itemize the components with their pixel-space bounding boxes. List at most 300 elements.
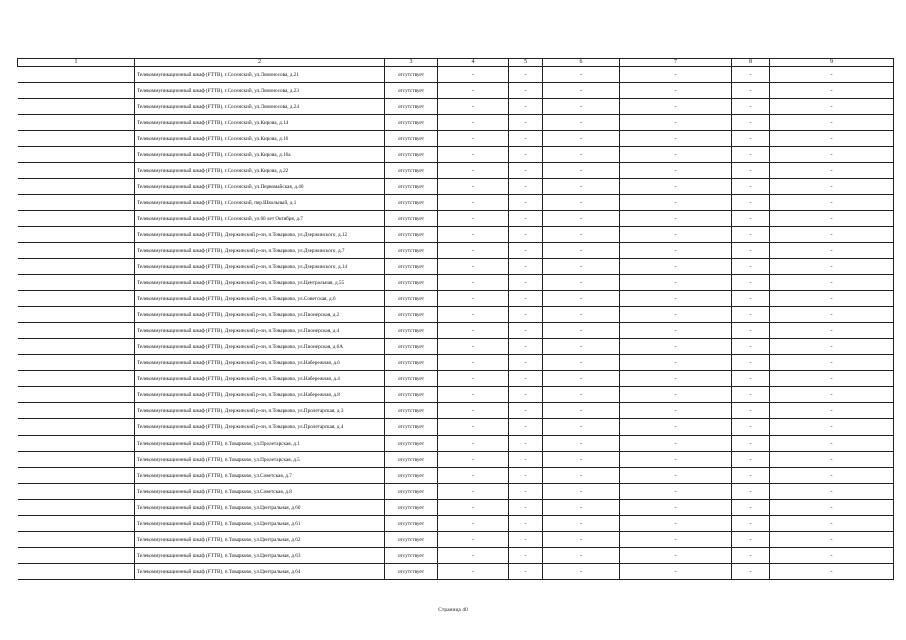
row-status: отсутствует	[385, 291, 438, 307]
row-dash-cell: -	[620, 516, 732, 532]
row-dash-cell: -	[620, 243, 732, 259]
row-description: Телекоммуникационный шкаф (FTTB), п.Товарково, ул.Пролетарская, д.1	[135, 436, 385, 452]
row-dash-cell: -	[543, 115, 620, 131]
row-dash-cell: -	[438, 403, 509, 419]
table-row	[18, 500, 894, 516]
row-dash-cell: -	[543, 227, 620, 243]
row-status: отсутствует	[385, 371, 438, 387]
row-blank-cell	[18, 484, 135, 500]
row-dash-cell: -	[770, 291, 894, 307]
row-blank-cell	[18, 227, 135, 243]
row-dash-cell: -	[620, 179, 732, 195]
row-dash-cell: -	[543, 259, 620, 275]
row-dash-cell: -	[438, 115, 509, 131]
row-dash-cell: -	[732, 227, 770, 243]
row-dash-cell: -	[543, 83, 620, 99]
row-dash-cell: -	[509, 436, 543, 452]
row-description: Телекоммуникационный шкаф (FTTB), Дзержинский р-он, п.Товарково, ул.Набережная, д.6	[135, 355, 385, 371]
row-dash-cell: -	[543, 291, 620, 307]
row-blank-cell	[18, 436, 135, 452]
row-dash-cell: -	[438, 211, 509, 227]
row-dash-cell: -	[543, 307, 620, 323]
row-status: отсутствует	[385, 67, 438, 83]
row-description: Телекоммуникационный шкаф (FTTB), Дзержинский р-он, п.Товарково, ул.Набережная, д.8	[135, 387, 385, 403]
row-description: Телекоммуникационный шкаф (FTTB), Дзержинский р-он, п.Товарково, ул.Набережная, д.4	[135, 371, 385, 387]
page-number: Страница 40	[438, 607, 468, 613]
row-dash-cell: -	[543, 387, 620, 403]
row-dash-cell: -	[770, 99, 894, 115]
row-dash-cell: -	[509, 291, 543, 307]
row-dash-cell: -	[732, 468, 770, 484]
table-row	[18, 452, 894, 468]
row-dash-cell: -	[509, 131, 543, 147]
table-row	[18, 355, 894, 371]
row-dash-cell: -	[509, 195, 543, 211]
row-blank-cell	[18, 452, 135, 468]
table-row	[18, 307, 894, 323]
header-cell-8: 8	[732, 59, 770, 67]
table-row	[18, 484, 894, 500]
table-row	[18, 147, 894, 163]
row-dash-cell: -	[509, 452, 543, 468]
row-dash-cell: -	[620, 291, 732, 307]
row-dash-cell: -	[543, 323, 620, 339]
row-dash-cell: -	[438, 67, 509, 83]
row-blank-cell	[18, 99, 135, 115]
row-status: отсутствует	[385, 500, 438, 516]
row-dash-cell: -	[732, 548, 770, 564]
row-dash-cell: -	[438, 275, 509, 291]
row-dash-cell: -	[438, 131, 509, 147]
row-dash-cell: -	[770, 275, 894, 291]
row-dash-cell: -	[770, 371, 894, 387]
row-dash-cell: -	[543, 275, 620, 291]
row-dash-cell: -	[620, 259, 732, 275]
table-row	[18, 211, 894, 227]
row-status: отсутствует	[385, 147, 438, 163]
row-blank-cell	[18, 259, 135, 275]
row-description: Телекоммуникационный шкаф (FTTB), Дзержинский р-он, п.Товарково, ул.Советская, д.6	[135, 291, 385, 307]
row-status: отсутствует	[385, 211, 438, 227]
row-description: Телекоммуникационный шкаф (FTTB), Дзержинский р-он, п.Товарково, ул.Центральная, д.55	[135, 275, 385, 291]
row-dash-cell: -	[509, 468, 543, 484]
row-status: отсутствует	[385, 532, 438, 548]
row-dash-cell: -	[543, 211, 620, 227]
row-description: Телекоммуникационный шкаф (FTTB), п.Товарково, ул.Центральная, д.63	[135, 548, 385, 564]
row-dash-cell: -	[770, 452, 894, 468]
row-dash-cell: -	[509, 227, 543, 243]
row-dash-cell: -	[438, 564, 509, 580]
row-dash-cell: -	[770, 195, 894, 211]
header-cell-2: 2	[135, 59, 385, 67]
row-dash-cell: -	[509, 147, 543, 163]
table-row	[18, 259, 894, 275]
table-row	[18, 99, 894, 115]
row-dash-cell: -	[543, 403, 620, 419]
row-dash-cell: -	[770, 147, 894, 163]
row-dash-cell: -	[732, 115, 770, 131]
row-status: отсутствует	[385, 243, 438, 259]
header-cell-4: 4	[438, 59, 509, 67]
row-dash-cell: -	[438, 516, 509, 532]
row-dash-cell: -	[620, 355, 732, 371]
row-dash-cell: -	[620, 115, 732, 131]
header-cell-9: 9	[770, 59, 894, 67]
row-description: Телекоммуникационный шкаф (FTTB), Дзержинский р-он, п.Товарково, ул.Пролетарская, д.3	[135, 403, 385, 419]
row-dash-cell: -	[509, 516, 543, 532]
row-dash-cell: -	[620, 67, 732, 83]
row-dash-cell: -	[620, 99, 732, 115]
table-row	[18, 564, 894, 580]
row-dash-cell: -	[543, 339, 620, 355]
row-dash-cell: -	[732, 99, 770, 115]
row-dash-cell: -	[770, 403, 894, 419]
header-cell-6: 6	[543, 59, 620, 67]
data-table	[17, 58, 894, 580]
row-dash-cell: -	[620, 500, 732, 516]
table-row	[18, 131, 894, 147]
row-status: отсутствует	[385, 163, 438, 179]
row-dash-cell: -	[543, 99, 620, 115]
row-status: отсутствует	[385, 452, 438, 468]
row-dash-cell: -	[732, 484, 770, 500]
row-blank-cell	[18, 131, 135, 147]
row-dash-cell: -	[732, 275, 770, 291]
table-body	[18, 67, 894, 580]
row-dash-cell: -	[438, 323, 509, 339]
row-dash-cell: -	[509, 243, 543, 259]
row-dash-cell: -	[620, 211, 732, 227]
row-dash-cell: -	[438, 163, 509, 179]
row-dash-cell: -	[620, 532, 732, 548]
row-dash-cell: -	[543, 355, 620, 371]
row-dash-cell: -	[770, 83, 894, 99]
row-blank-cell	[18, 564, 135, 580]
row-dash-cell: -	[438, 195, 509, 211]
table-row	[18, 195, 894, 211]
row-blank-cell	[18, 371, 135, 387]
row-status: отсутствует	[385, 419, 438, 436]
row-blank-cell	[18, 275, 135, 291]
row-description: Телекоммуникационный шкаф (FTTB), п.Товарково, ул.Центральная, д.64	[135, 564, 385, 580]
row-dash-cell: -	[732, 452, 770, 468]
row-blank-cell	[18, 83, 135, 99]
row-dash-cell: -	[509, 67, 543, 83]
row-dash-cell: -	[543, 500, 620, 516]
row-dash-cell: -	[438, 291, 509, 307]
row-dash-cell: -	[620, 131, 732, 147]
row-status: отсутствует	[385, 403, 438, 419]
row-description: Телекоммуникационный шкаф (FTTB), Дзержинский р-он, п.Товарково, ул.Пролетарская, д.4	[135, 419, 385, 436]
row-description: Телекоммуникационный шкаф (FTTB), г.Сосенский, ул.Кирова, д.16	[135, 131, 385, 147]
row-dash-cell: -	[438, 452, 509, 468]
row-description: Телекоммуникационный шкаф (FTTB), Дзержинский р-он, п.Товарково, ул.Пионерская, д.4	[135, 323, 385, 339]
row-dash-cell: -	[509, 259, 543, 275]
row-dash-cell: -	[438, 532, 509, 548]
row-dash-cell: -	[438, 99, 509, 115]
row-blank-cell	[18, 147, 135, 163]
row-dash-cell: -	[732, 532, 770, 548]
row-blank-cell	[18, 163, 135, 179]
row-dash-cell: -	[543, 532, 620, 548]
row-dash-cell: -	[509, 275, 543, 291]
row-blank-cell	[18, 419, 135, 436]
row-dash-cell: -	[732, 179, 770, 195]
row-dash-cell: -	[732, 67, 770, 83]
row-dash-cell: -	[732, 323, 770, 339]
row-blank-cell	[18, 532, 135, 548]
row-dash-cell: -	[732, 259, 770, 275]
row-dash-cell: -	[732, 516, 770, 532]
table-row	[18, 291, 894, 307]
row-dash-cell: -	[438, 484, 509, 500]
table-row	[18, 387, 894, 403]
row-status: отсутствует	[385, 99, 438, 115]
row-dash-cell: -	[438, 548, 509, 564]
table-row	[18, 275, 894, 291]
row-dash-cell: -	[620, 195, 732, 211]
row-dash-cell: -	[620, 323, 732, 339]
row-description: Телекоммуникационный шкаф (FTTB), г.Сосенский, пер.Школьный, д.1	[135, 195, 385, 211]
row-dash-cell: -	[770, 115, 894, 131]
table-row	[18, 243, 894, 259]
row-blank-cell	[18, 403, 135, 419]
row-description: Телекоммуникационный шкаф (FTTB), Дзержинский р-он, п.Товарково, ул.Дзержинского, д.12	[135, 227, 385, 243]
row-dash-cell: -	[438, 387, 509, 403]
row-dash-cell: -	[509, 564, 543, 580]
row-dash-cell: -	[770, 532, 894, 548]
row-dash-cell: -	[770, 387, 894, 403]
row-status: отсутствует	[385, 227, 438, 243]
row-description: Телекоммуникационный шкаф (FTTB), г.Сосенский, ул.Кирова, д.22	[135, 163, 385, 179]
row-dash-cell: -	[770, 419, 894, 436]
row-dash-cell: -	[543, 484, 620, 500]
row-description: Телекоммуникационный шкаф (FTTB), п.Товарково, ул.Центральная, д.61	[135, 516, 385, 532]
row-dash-cell: -	[732, 500, 770, 516]
row-dash-cell: -	[620, 484, 732, 500]
row-dash-cell: -	[438, 259, 509, 275]
row-dash-cell: -	[509, 99, 543, 115]
header-cell-1: 1	[18, 59, 135, 67]
row-dash-cell: -	[509, 419, 543, 436]
row-description: Телекоммуникационный шкаф (FTTB), п.Товарково, ул.Центральная, д.60	[135, 500, 385, 516]
row-dash-cell: -	[509, 355, 543, 371]
row-description: Телекоммуникационный шкаф (FTTB), Дзержинский р-он, п.Товарково, ул.Дзержинского, д.14	[135, 259, 385, 275]
row-blank-cell	[18, 211, 135, 227]
row-blank-cell	[18, 307, 135, 323]
row-description: Телекоммуникационный шкаф (FTTB), г.Сосенский, ул.Кирова, д.16а	[135, 147, 385, 163]
row-dash-cell: -	[509, 371, 543, 387]
row-dash-cell: -	[543, 436, 620, 452]
row-dash-cell: -	[543, 548, 620, 564]
row-description: Телекоммуникационный шкаф (FTTB), п.Товарково, ул.Советская, д.8	[135, 484, 385, 500]
table-row	[18, 67, 894, 83]
row-description: Телекоммуникационный шкаф (FTTB), г.Сосенский, ул.Кирова, д.14	[135, 115, 385, 131]
row-blank-cell	[18, 195, 135, 211]
row-blank-cell	[18, 243, 135, 259]
row-dash-cell: -	[509, 179, 543, 195]
row-dash-cell: -	[509, 307, 543, 323]
row-description: Телекоммуникационный шкаф (FTTB), Дзержинский р-он, п.Товарково, ул.Пионерская, д.6А	[135, 339, 385, 355]
row-blank-cell	[18, 179, 135, 195]
row-description: Телекоммуникационный шкаф (FTTB), Дзержинский р-он, п.Товарково, ул.Дзержинского, д.7	[135, 243, 385, 259]
row-blank-cell	[18, 355, 135, 371]
row-dash-cell: -	[543, 419, 620, 436]
row-dash-cell: -	[438, 243, 509, 259]
row-dash-cell: -	[438, 179, 509, 195]
row-dash-cell: -	[620, 419, 732, 436]
row-dash-cell: -	[770, 163, 894, 179]
row-dash-cell: -	[543, 452, 620, 468]
row-dash-cell: -	[732, 243, 770, 259]
row-dash-cell: -	[438, 468, 509, 484]
row-dash-cell: -	[770, 179, 894, 195]
row-dash-cell: -	[543, 131, 620, 147]
row-dash-cell: -	[620, 564, 732, 580]
table-row	[18, 403, 894, 419]
row-dash-cell: -	[620, 403, 732, 419]
header-row	[18, 59, 894, 67]
row-dash-cell: -	[543, 163, 620, 179]
row-dash-cell: -	[543, 243, 620, 259]
row-dash-cell: -	[732, 564, 770, 580]
row-status: отсутствует	[385, 259, 438, 275]
row-status: отсутствует	[385, 195, 438, 211]
row-blank-cell	[18, 387, 135, 403]
row-dash-cell: -	[509, 387, 543, 403]
table-row	[18, 83, 894, 99]
row-dash-cell: -	[509, 163, 543, 179]
row-dash-cell: -	[732, 147, 770, 163]
row-dash-cell: -	[438, 419, 509, 436]
row-status: отсутствует	[385, 468, 438, 484]
header-cell-7: 7	[620, 59, 732, 67]
row-dash-cell: -	[770, 339, 894, 355]
row-dash-cell: -	[438, 339, 509, 355]
row-dash-cell: -	[770, 468, 894, 484]
row-blank-cell	[18, 291, 135, 307]
row-status: отсутствует	[385, 323, 438, 339]
row-description: Телекоммуникационный шкаф (FTTB), г.Сосенский, ул.Первомайская, д.40	[135, 179, 385, 195]
row-dash-cell: -	[438, 500, 509, 516]
row-status: отсутствует	[385, 179, 438, 195]
row-dash-cell: -	[732, 371, 770, 387]
row-dash-cell: -	[732, 419, 770, 436]
row-dash-cell: -	[770, 548, 894, 564]
row-status: отсутствует	[385, 131, 438, 147]
row-status: отсутствует	[385, 307, 438, 323]
row-dash-cell: -	[732, 387, 770, 403]
row-status: отсутствует	[385, 115, 438, 131]
row-dash-cell: -	[509, 115, 543, 131]
row-dash-cell: -	[543, 564, 620, 580]
row-dash-cell: -	[770, 484, 894, 500]
row-dash-cell: -	[770, 516, 894, 532]
row-description: Телекоммуникационный шкаф (FTTB), п.Товарково, ул.Советская, д.7	[135, 468, 385, 484]
row-dash-cell: -	[620, 387, 732, 403]
row-status: отсутствует	[385, 564, 438, 580]
row-description: Телекоммуникационный шкаф (FTTB), г.Сосенский, ул.Ломоносова, д.23	[135, 83, 385, 99]
table-row	[18, 436, 894, 452]
row-dash-cell: -	[732, 211, 770, 227]
row-dash-cell: -	[438, 147, 509, 163]
header-cell-5: 5	[509, 59, 543, 67]
row-dash-cell: -	[509, 500, 543, 516]
row-dash-cell: -	[509, 403, 543, 419]
table-row	[18, 323, 894, 339]
row-status: отсутствует	[385, 83, 438, 99]
row-blank-cell	[18, 548, 135, 564]
row-dash-cell: -	[509, 83, 543, 99]
row-dash-cell: -	[620, 83, 732, 99]
row-description: Телекоммуникационный шкаф (FTTB), г.Сосенский, ул.Ломоносова, д.24	[135, 99, 385, 115]
row-status: отсутствует	[385, 355, 438, 371]
row-dash-cell: -	[732, 83, 770, 99]
table-row	[18, 419, 894, 436]
row-dash-cell: -	[543, 147, 620, 163]
table-row	[18, 163, 894, 179]
header-cell-3: 3	[385, 59, 438, 67]
table-row	[18, 532, 894, 548]
row-dash-cell: -	[543, 468, 620, 484]
row-description: Телекоммуникационный шкаф (FTTB), г.Сосенский, ул.60 лет Октября, д.7	[135, 211, 385, 227]
row-dash-cell: -	[509, 532, 543, 548]
row-dash-cell: -	[732, 131, 770, 147]
row-status: отсутствует	[385, 339, 438, 355]
row-status: отсутствует	[385, 275, 438, 291]
row-description: Телекоммуникационный шкаф (FTTB), п.Товарково, ул.Пролетарская, д.5	[135, 452, 385, 468]
row-dash-cell: -	[770, 259, 894, 275]
row-dash-cell: -	[770, 564, 894, 580]
row-dash-cell: -	[770, 307, 894, 323]
table-row	[18, 179, 894, 195]
row-status: отсутствует	[385, 516, 438, 532]
row-dash-cell: -	[620, 371, 732, 387]
row-dash-cell: -	[620, 452, 732, 468]
row-status: отсутствует	[385, 387, 438, 403]
row-dash-cell: -	[732, 195, 770, 211]
row-dash-cell: -	[770, 67, 894, 83]
row-dash-cell: -	[438, 436, 509, 452]
row-dash-cell: -	[732, 339, 770, 355]
row-dash-cell: -	[732, 403, 770, 419]
row-dash-cell: -	[620, 163, 732, 179]
row-dash-cell: -	[438, 355, 509, 371]
row-dash-cell: -	[732, 163, 770, 179]
row-dash-cell: -	[543, 516, 620, 532]
row-dash-cell: -	[732, 291, 770, 307]
row-description: Телекоммуникационный шкаф (FTTB), г.Сосенский, ул.Ломоносова, д.21	[135, 67, 385, 83]
row-dash-cell: -	[543, 195, 620, 211]
row-dash-cell: -	[509, 339, 543, 355]
table-row	[18, 339, 894, 355]
row-description: Телекоммуникационный шкаф (FTTB), Дзержинский р-он, п.Товарково, ул.Пионерская, д.2	[135, 307, 385, 323]
row-dash-cell: -	[732, 436, 770, 452]
row-dash-cell: -	[509, 211, 543, 227]
row-dash-cell: -	[770, 500, 894, 516]
row-dash-cell: -	[438, 227, 509, 243]
row-dash-cell: -	[770, 243, 894, 259]
row-dash-cell: -	[770, 227, 894, 243]
row-blank-cell	[18, 339, 135, 355]
row-dash-cell: -	[438, 307, 509, 323]
row-dash-cell: -	[620, 339, 732, 355]
row-blank-cell	[18, 516, 135, 532]
row-dash-cell: -	[620, 275, 732, 291]
row-status: отсутствует	[385, 436, 438, 452]
row-dash-cell: -	[543, 179, 620, 195]
table-row	[18, 468, 894, 484]
